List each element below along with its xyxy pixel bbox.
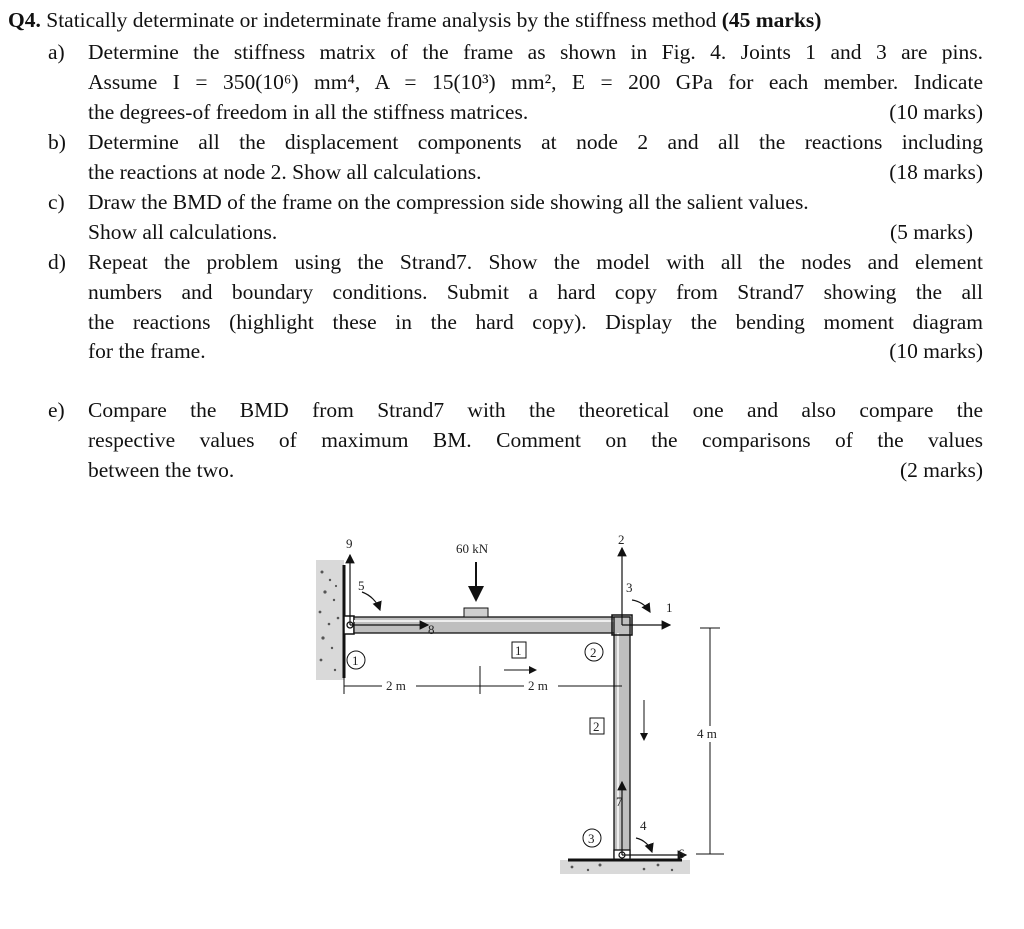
part-line: respective values of maximum BM. Comment on the comparisons of the values bbox=[88, 427, 983, 452]
dof-label-7: 7 bbox=[616, 794, 623, 809]
question-total-marks: (45 marks) bbox=[721, 8, 822, 32]
part-letter: a) bbox=[48, 40, 65, 64]
part-letter: b) bbox=[48, 130, 66, 154]
svg-text:2: 2 bbox=[590, 645, 597, 660]
dim-label-height: 4 m bbox=[697, 726, 717, 741]
part-line: the reactions at node 2. Show all calculations. bbox=[88, 159, 482, 184]
frame-figure bbox=[300, 520, 740, 890]
dof-label-8: 8 bbox=[428, 622, 435, 637]
vertical-dimension bbox=[696, 628, 732, 854]
part-marks: (10 marks) bbox=[889, 99, 983, 124]
node-label-2 bbox=[585, 643, 603, 661]
dof-label-6: 6 bbox=[678, 846, 685, 861]
part-line: between the two. bbox=[88, 457, 235, 482]
dof-arrow-4 bbox=[636, 838, 652, 852]
part-letter: e) bbox=[48, 398, 65, 422]
part-marks: (2 marks) bbox=[900, 457, 983, 482]
svg-text:1: 1 bbox=[352, 653, 359, 668]
part-letter: d) bbox=[48, 250, 66, 274]
part-a bbox=[48, 38, 983, 127]
load-label: 60 kN bbox=[456, 541, 489, 556]
dof-label-9: 9 bbox=[346, 536, 353, 551]
part-e bbox=[48, 396, 983, 485]
part-line: the reactions (highlight these in the hard copy). Display the bending moment diagram bbox=[88, 309, 983, 334]
svg-text:2: 2 bbox=[593, 719, 600, 734]
question-number: Q4. bbox=[8, 8, 41, 32]
part-line: Determine the stiffness matrix of the frame as shown in Fig. 4. Joints 1 and 3 are pins. bbox=[88, 40, 983, 64]
dof-label-2: 2 bbox=[618, 532, 625, 547]
node-label-3 bbox=[583, 829, 601, 847]
dof-label-3: 3 bbox=[626, 580, 633, 595]
point-load-arrow bbox=[464, 562, 488, 617]
svg-text:3: 3 bbox=[588, 831, 595, 846]
part-c bbox=[48, 188, 983, 248]
left-wall-support bbox=[316, 560, 344, 680]
part-d bbox=[48, 248, 983, 367]
pin-support-3 bbox=[560, 850, 690, 874]
dof-arrow-5 bbox=[362, 592, 380, 610]
dim-label-right: 2 m bbox=[528, 678, 548, 693]
part-line: Determine all the displacement components at node 2 and all the reactions including bbox=[88, 130, 983, 154]
svg-text:1: 1 bbox=[515, 643, 522, 658]
part-line: Draw the BMD of the frame on the compression side showing all the salient values. bbox=[88, 190, 809, 214]
member-label-1 bbox=[512, 642, 526, 658]
dof-label-5: 5 bbox=[358, 578, 365, 593]
dim-label-left: 2 m bbox=[386, 678, 406, 693]
dof-label-4: 4 bbox=[640, 818, 647, 833]
part-marks: (5 marks) bbox=[890, 219, 973, 244]
part-marks: (10 marks) bbox=[889, 339, 983, 364]
part-letter: c) bbox=[48, 190, 65, 214]
node-label-1 bbox=[347, 651, 365, 669]
part-b bbox=[48, 128, 983, 188]
dof-arrow-3 bbox=[632, 600, 650, 612]
part-line: the degrees-of freedom in all the stiffness matrices. bbox=[88, 99, 529, 124]
part-line: Repeat the problem using the Strand7. Show the model with all the nodes and element bbox=[88, 250, 983, 274]
question-text: Statically determinate or indeterminate frame analysis by the stiffness method bbox=[46, 8, 717, 32]
part-marks: (18 marks) bbox=[889, 159, 983, 184]
part-line: Compare the BMD from Strand7 with the theoretical one and also compare the bbox=[88, 398, 983, 422]
part-line: Show all calculations. bbox=[88, 219, 278, 244]
part-line: numbers and boundary conditions. Submit a hard copy from Strand7 showing the all bbox=[88, 279, 983, 304]
dof-label-1: 1 bbox=[666, 600, 673, 615]
member-label-2 bbox=[590, 718, 604, 734]
part-line: Assume I = 350(10⁶) mm⁴, A = 15(10³) mm², E = 200 GPa for each member. Indicate bbox=[88, 69, 983, 94]
question-title bbox=[8, 6, 821, 34]
part-line: for the frame. bbox=[88, 339, 206, 364]
